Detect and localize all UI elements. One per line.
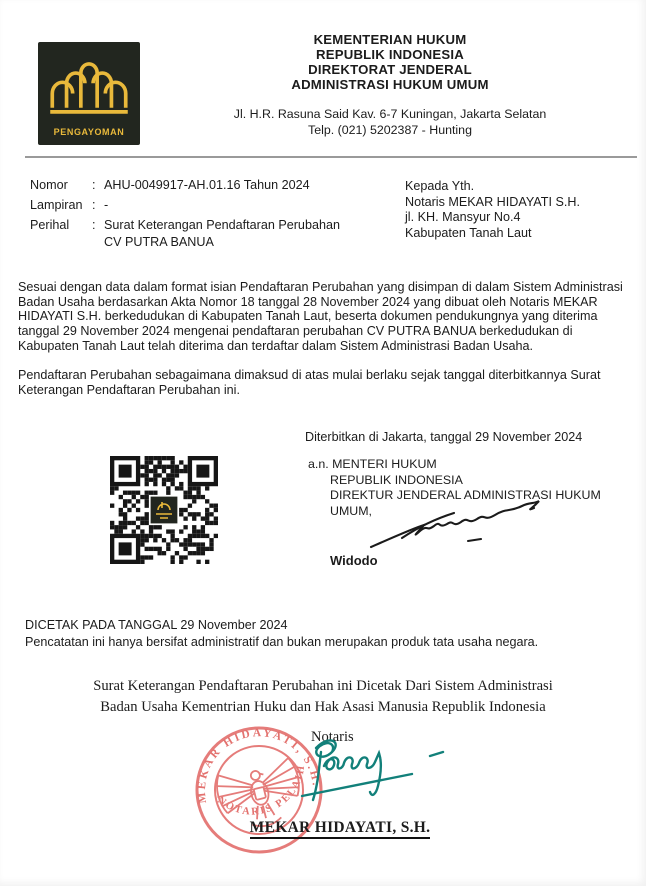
recipient-line: jl. KH. Mansyur No.4 (405, 210, 521, 224)
logo-caption: PENGAYOMAN (53, 127, 125, 137)
ministry-logo (38, 42, 140, 145)
meta-label: Lampiran (30, 198, 83, 212)
letter-meta (30, 177, 340, 254)
disclaimer-line: Pencatatan ini hanya bersifat administratif dan bukan merupakan produk tata usaha negara. (25, 634, 539, 649)
recipient-line: Kepada Yth. (405, 179, 475, 193)
system-note (40, 676, 606, 717)
recipient-line: Kabupaten Tanah Laut (405, 225, 532, 240)
signer-name: Widodo (330, 553, 378, 568)
body-paragraph-2: Pendaftaran Perubahan sebagaimana dimaksud di atas mulai berlaku sejak tanggal diterbitkannya Surat Keterangan Pendaftaran Perubahan ini. (18, 368, 601, 397)
letter-number: AHU-0049917-AH.01.16 Tahun 2024 (104, 178, 310, 192)
ministry-line: REPUBLIK INDONESIA (316, 47, 464, 62)
subject-value (104, 217, 340, 251)
meta-row-nomor (30, 177, 340, 194)
phone-line: Telp. (021) 5202387 - Hunting (308, 123, 472, 137)
stamp-top-text: MEKAR HIDAYATI, S.H. (195, 727, 323, 804)
header-divider (25, 156, 637, 158)
meta-label: Nomor (30, 178, 68, 192)
qr-code (110, 456, 218, 564)
notary-signature-icon (280, 736, 455, 814)
subject-line1: Surat Keterangan Pendaftaran Perubahan (104, 218, 340, 232)
subject-line2: CV PUTRA BANUA (104, 235, 214, 249)
meta-row-lampiran (30, 197, 340, 214)
notary-name: MEKAR HIDAYATI, S.H. (200, 819, 480, 837)
recipient-block (405, 179, 580, 241)
meta-label: Perihal (30, 218, 70, 232)
system-note-line2: Badan Usaha Kementrian Huku dan Hak Asasi Manusia Republik Indonesia (100, 698, 546, 715)
meta-colon: : (92, 178, 96, 192)
stamp-bottom-text: NOTARIS PELAIHARI (215, 763, 308, 818)
ministry-line: KEMENTERIAN HUKUM (313, 32, 467, 47)
republic-line: REPUBLIK INDONESIA (330, 472, 463, 487)
address-line: Jl. H.R. Rasuna Said Kav. 6-7 Kuningan, Jakarta Selatan (233, 107, 547, 121)
printed-block (25, 617, 538, 650)
meta-colon: : (92, 218, 96, 232)
notary-title: Notaris (311, 729, 354, 745)
letterhead-address (150, 106, 630, 138)
issued-line: Diterbitkan di Jakarta, tanggal 29 November 2024 (305, 430, 583, 444)
meta-colon: : (92, 198, 96, 212)
director-line: DIREKTUR JENDERAL ADMINISTRASI HUKUM UMUM, (330, 488, 601, 518)
director-signature-icon (368, 498, 546, 552)
ministry-line: ADMINISTRASI HUKUM UMUM (291, 77, 489, 92)
recipient-line: Notaris MEKAR HIDAYATI S.H. (405, 194, 580, 209)
system-note-line1: Surat Keterangan Pendaftaran Perubahan ini Dicetak Dari Sistem Administrasi (93, 678, 553, 694)
printed-on-line: DICETAK PADA TANGGAL 29 November 2024 (25, 618, 288, 632)
on-behalf-line: a.n. MENTERI HUKUM (308, 457, 437, 471)
body-paragraph-1: Sesuai dengan data dalam format isian Pendaftaran Perubahan yang disimpan di dalam Sistem Administrasi Badan Usaha berdasarkan Akta Nomor 18 tanggal 28 November 2024 yang dibuat oleh Notaris MEKAR HIDAYATI S.H. berkedudukan di Kabupaten Tanah Laut, beserta dokumen pendukungnya yang diterima tanggal 29 November 2024 mengenai pendaftaran perubahan CV PUTRA BANUA berkedudukan di Kabupaten Tanah Laut telah diterima dan terdaftar dalam Sistem Administrasi Badan Usaha. (18, 280, 623, 353)
ministry-line: DIREKTORAT JENDERAL (308, 62, 472, 77)
letterhead (150, 32, 630, 92)
meta-row-perihal (30, 217, 340, 251)
attachment-value: - (104, 198, 109, 212)
